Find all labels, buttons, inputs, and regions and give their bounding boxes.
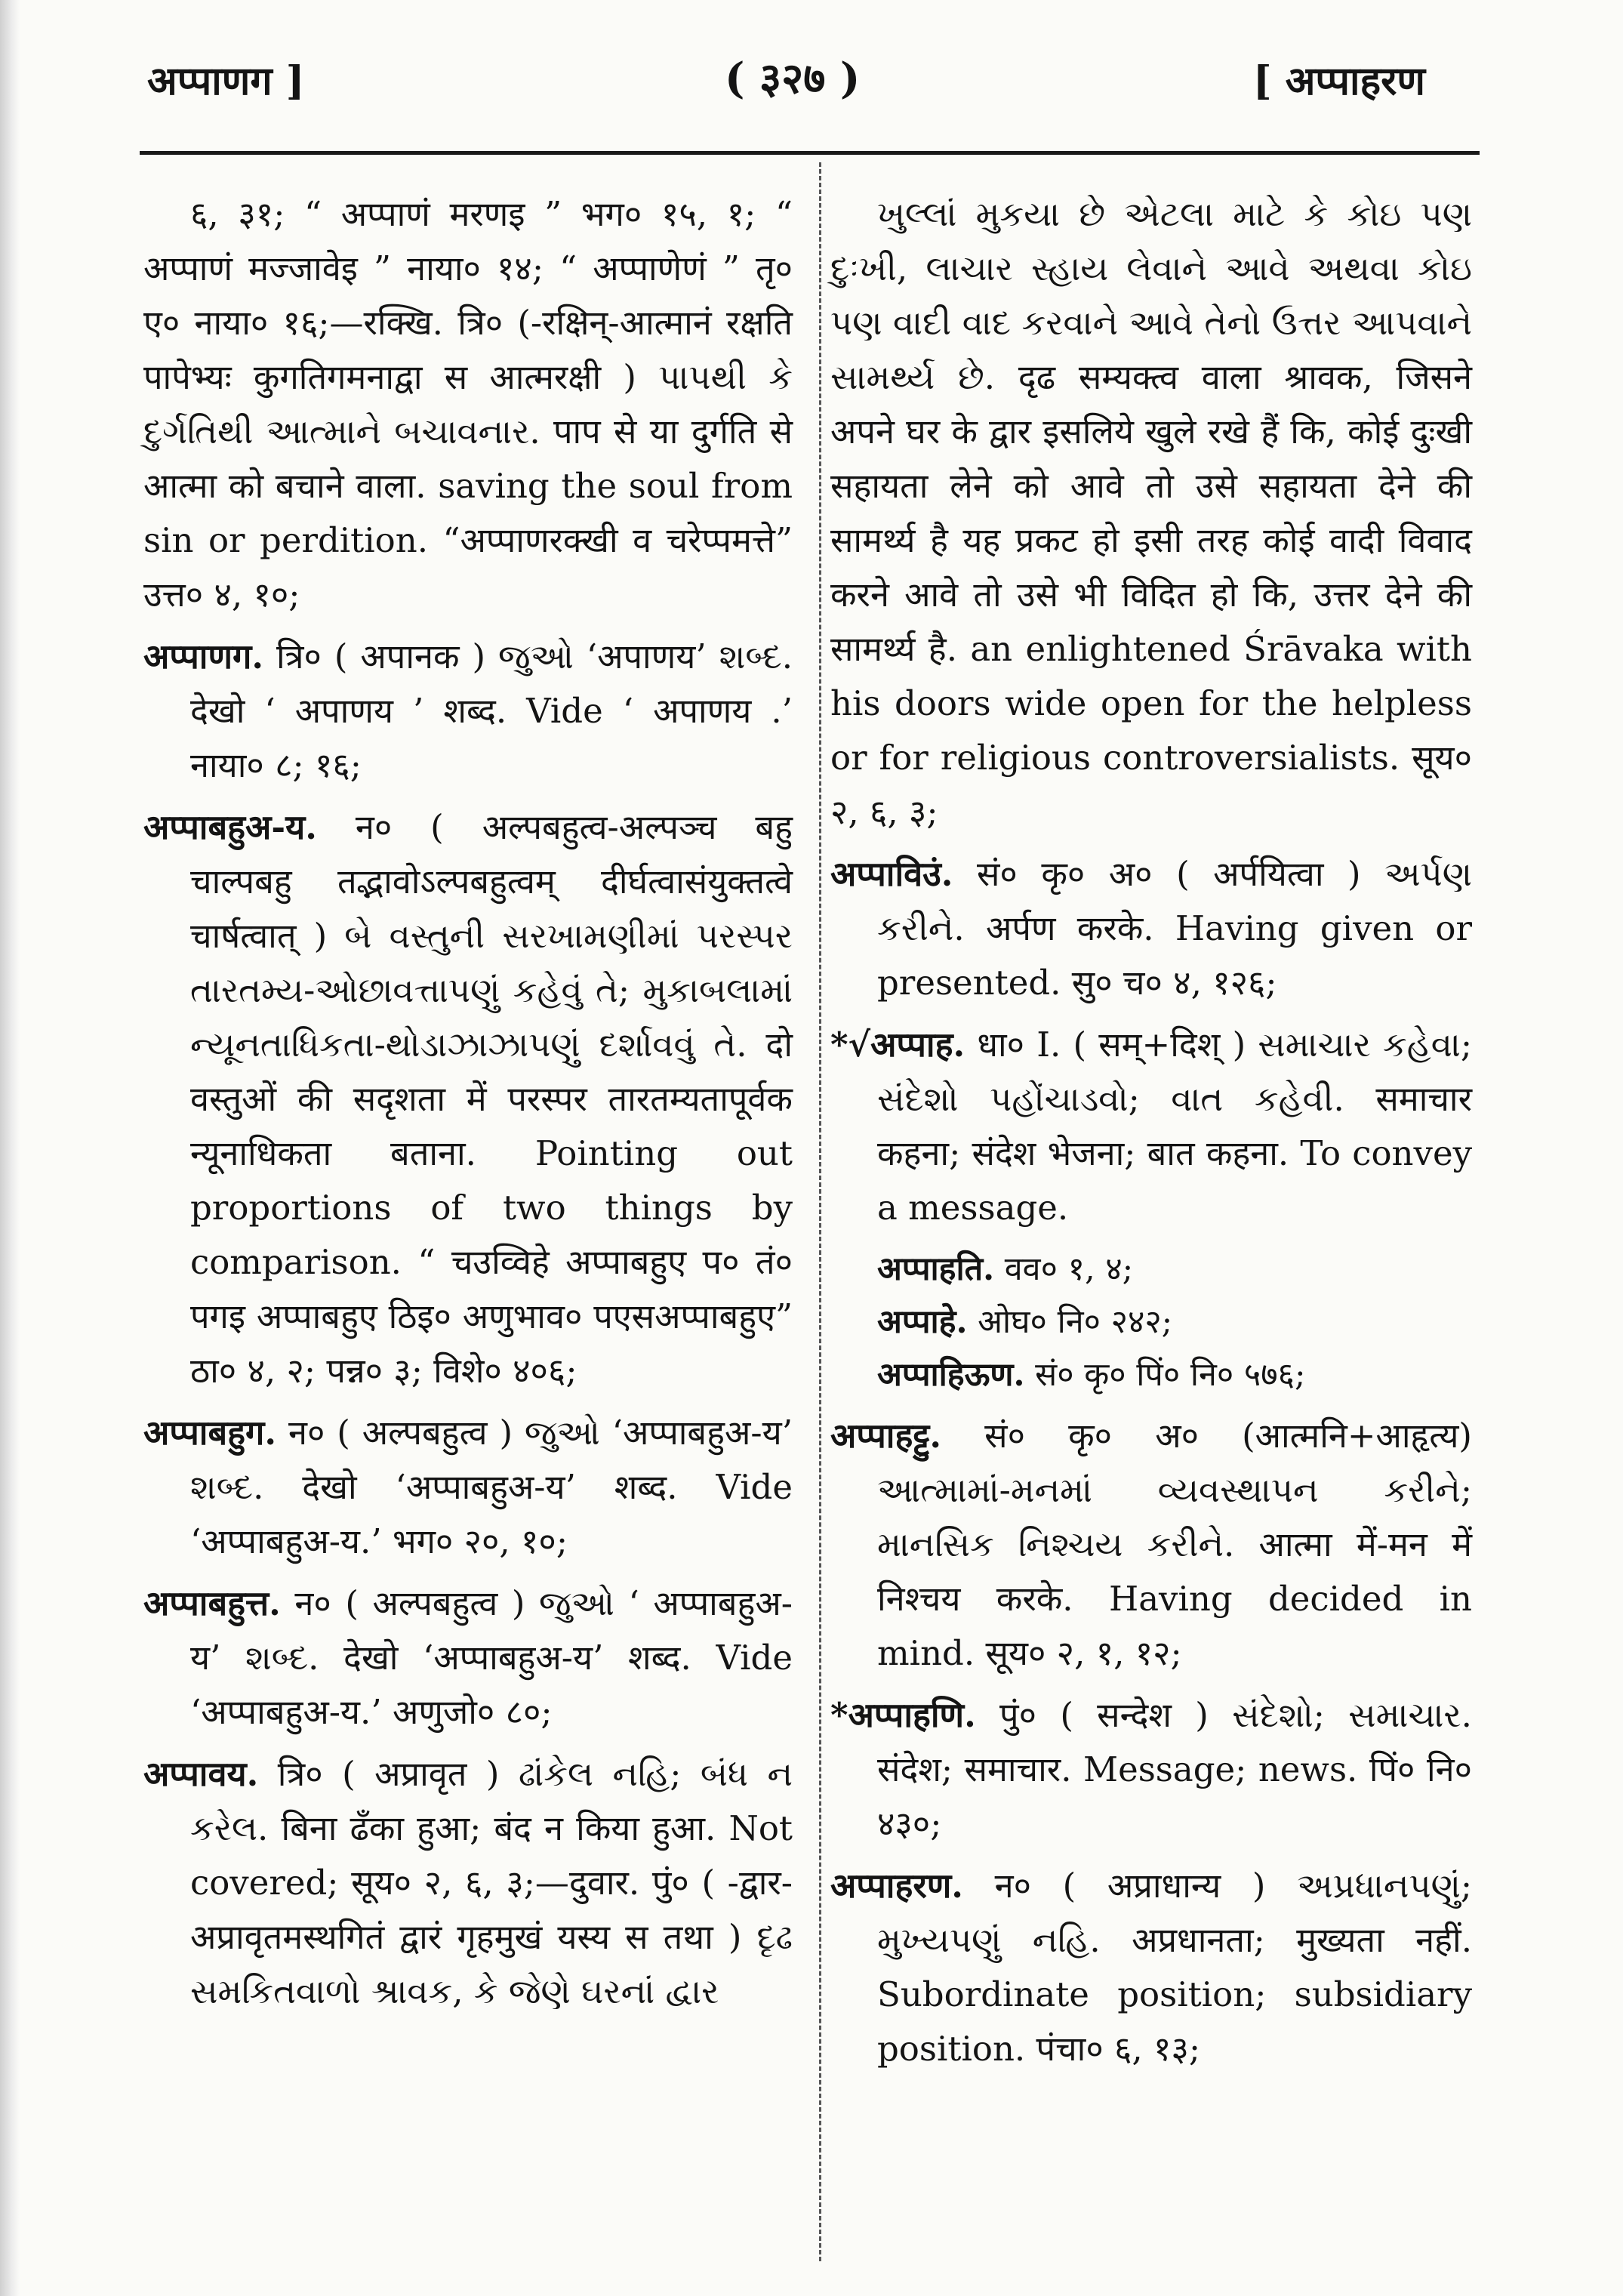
entry-definition: न० ( अल्पबहुत्व-अल्पञ्च बहु चाल्पबहु तद्भावोऽल्पबहुत्वम् दीर्घत्वासंयुक्तत्वे चार्षत्वात् ) બે વસ્તુની સરખામણીમાં પરસ્પર તારતમ્ય-ઓછાવત્તાપણું કહેવું તે; મુકાબલામાં ન્યૂનતાધિકતા-થોડાઝાઝાપણું દર્શાવવું તે. दो वस्तुओं की सदृशता में परस्पर तारतम्यतापूर्वक न्यूनाधिकता बताना. Pointing out proportions of two things by comparison. “ चउव्विहे अप्पाबहुए प० तं० पगइ अप्पाबहुए ठिइ० अणुभाव० पएसअप्पाबहुए” ठा० ४, २; पन्न० ३; विशे० ४०६; xyxy=(190,807,793,1391)
dictionary-entry xyxy=(143,630,793,793)
entry-definition: सं० कृ० अ० (आत्मनि+आहृत्य) આત્મામાં-મનમાં વ્યવસ્થાપન કરીને; માનસિક નિશ્ચય કરીને. आत्मा में-मन में निश्चय करके. Having decided in mind. सूय० २, १, १२; xyxy=(877,1416,1472,1673)
column-divider xyxy=(819,162,821,2261)
form-headword: अप्पाहति. xyxy=(877,1250,995,1288)
entry-headword: अप्पाहणि. xyxy=(848,1695,976,1735)
entry-definition: त्रि० ( अपानक ) જુઓ ‘अपाणय’ શબ્દ. देखो ‘ अपाणय ’ शब्द. Vide ‘ अपाणय .’ नाया० ८; १६; xyxy=(190,636,793,785)
entry-definition: न० ( अल्पबहुत्व ) જુઓ ‘ अप्पाबहुअ-य’ શબ્દ. देखो ‘अप्पाबहुअ-य’ शब्द. Vide ‘अप्पाबहुअ-य.’ अणुजो० ८०; xyxy=(190,1583,793,1732)
dictionary-entry xyxy=(830,1409,1472,1681)
form-headword: अप्पाहे. xyxy=(877,1303,968,1341)
entry-text: ६, ३१; “ अप्पाणं मरणइ ” भग० १५, १; “ अप्पाणं मज्जावेइ ” नाया० १४; “ अप्पाणेणं ” तृ० ए० नाया० १६;—रक्खि. त्रि० (-रक्षिन्-आत्मानं रक्षति पापेभ्यः कुगतिगमनाद्वा स आत्मरक्षी ) પાપથી કે દુર્ગતિથી આત્માને બચાવનાર. पाप से या दुर्गति से आत्मा को बचाने वाला. saving the soul from sin or perdition. “अप्पाणरक्खी व चरेप्पमत्ते” उत्त० ४, १०; xyxy=(143,194,793,615)
inflected-form xyxy=(877,1296,1472,1348)
right-column xyxy=(830,187,1472,2084)
form-reference: ओघ० नि० २४२; xyxy=(967,1303,1173,1341)
entry-definition: न० ( अल्पबहुत्व ) જુઓ ‘अप्पाबहुअ-य’ શબ્દ. देखो ‘अप्पाबहुअ-य’ शब्द. Vide ‘अप्पाबहुअ-य.’ भग० २०, १०; xyxy=(190,1413,793,1561)
dictionary-entry xyxy=(143,1747,793,2019)
dictionary-entry xyxy=(143,800,793,1398)
page-header xyxy=(0,38,1623,128)
entry-definition: पुं० ( सन्देश ) સંદેશો; સમાચાર. संदेश; समाचार. Message; news. पिं० नि० ४३०; xyxy=(877,1695,1472,1844)
entry-headword: अप्पाबहुअ-य. xyxy=(143,807,317,847)
entry-headword: अप्पाहट्टु. xyxy=(830,1416,942,1456)
header-right-guideword: [ अप्पाहरण xyxy=(1253,58,1425,104)
header-left-guideword: अप्पाणग ] xyxy=(147,58,305,104)
inflected-form xyxy=(877,1348,1472,1401)
entry-headword: अप्पाहरण. xyxy=(830,1866,963,1906)
scan-edge xyxy=(0,0,20,2296)
dictionary-entry xyxy=(830,1859,1472,2076)
dictionary-entry xyxy=(143,1406,793,1569)
form-headword: अप्पाहिऊण. xyxy=(877,1356,1025,1394)
entry-definition: न० ( अप्राधान्य ) અપ્રધાનપણું; મુખ્યપણું નહિ. अप्रधानता; मुख्यता नहीं. Subordinate position; subsidiary position. पंचा० ६, १३; xyxy=(877,1866,1472,2069)
entry-definition: सं० कृ० अ० ( अर्पयित्वा ) અર્પણ કરીને. अर्पण करके. Having given or presented. सु० च० ४, १२६; xyxy=(877,854,1472,1003)
entry-marker: *√ xyxy=(830,1025,871,1065)
page-number: ( ३२७ ) xyxy=(725,54,861,103)
entry-text: ખુલ્લાં મુકયા છે એટલા માટે કે કોઇ પણ દુઃખી, લાચાર સ્હાય લેવાને આવે અથવા કોઇ પણ વાદી વાદ કરવાને આવે તેનો ઉત્તર આપવાને સામર્થ્ય છે. दृढ सम्यक्त्व वाला श्रावक, जिसने अपने घर के द्वार इसलिये खुले रखे हैं कि, कोई दुःखी सहायता लेने को आवे तो उसे सहायता देने की सामर्थ्य है यह प्रकट हो इसी तरह कोई वादी विवाद करने आवे तो उसे भी विदित हो कि, उत्तर देने की सामर्थ्य है. an enlightened Śrāvaka with his doors wide open for the helpless or for religious controversialists. सूय० २, ६, ३; xyxy=(830,194,1472,832)
entry-headword: अप्पाबहुग. xyxy=(143,1413,277,1453)
entry-headword: अप्पावय. xyxy=(143,1754,259,1794)
dictionary-entry xyxy=(830,847,1472,1010)
header-rule xyxy=(140,151,1480,155)
dictionary-entry xyxy=(830,1018,1472,1235)
entry-headword: अप्पाबहुत्त. xyxy=(143,1583,281,1623)
dictionary-entry xyxy=(830,1688,1472,1851)
entry-definition: धा० I. ( सम्+दिश् ) સમાચાર કહેવા; સંદેશો પહોંચાડવો; વાત કહેવી. समाचार कहना; संदेश भेजना; बात कहना. To convey a message. xyxy=(877,1025,1472,1228)
inflected-form xyxy=(877,1243,1472,1296)
entry-definition: त्रि० ( अप्रावृत ) ઢાંકેલ નહિ; બંધ ન કરેલ. बिना ढँका हुआ; बंद न किया हुआ. Not covered; सूय० २, ६, ३;—दुवार. पुं० ( -द्वार-अप्रावृतमस्थगितं द्वारं गृहमुखं यस्य स तथा ) દૃઢ સમકિતવાળો શ્રાવક, કે જેણે ઘરનાં દ્વાર xyxy=(190,1754,793,2011)
dictionary-entry xyxy=(143,1576,793,1740)
form-reference: सं० कृ० पिं० नि० ५७६; xyxy=(1024,1356,1306,1394)
continued-entry xyxy=(143,187,793,622)
inflected-forms-list xyxy=(830,1243,1472,1401)
entry-headword: अप्पाविउं. xyxy=(830,854,953,894)
entry-headword: अप्पाणग. xyxy=(143,636,263,676)
left-column xyxy=(143,187,793,2026)
form-reference: वव० १, ४; xyxy=(994,1250,1134,1288)
entry-marker: * xyxy=(830,1695,848,1735)
continued-entry xyxy=(830,187,1472,840)
entry-headword: अप्पाह. xyxy=(870,1025,965,1065)
